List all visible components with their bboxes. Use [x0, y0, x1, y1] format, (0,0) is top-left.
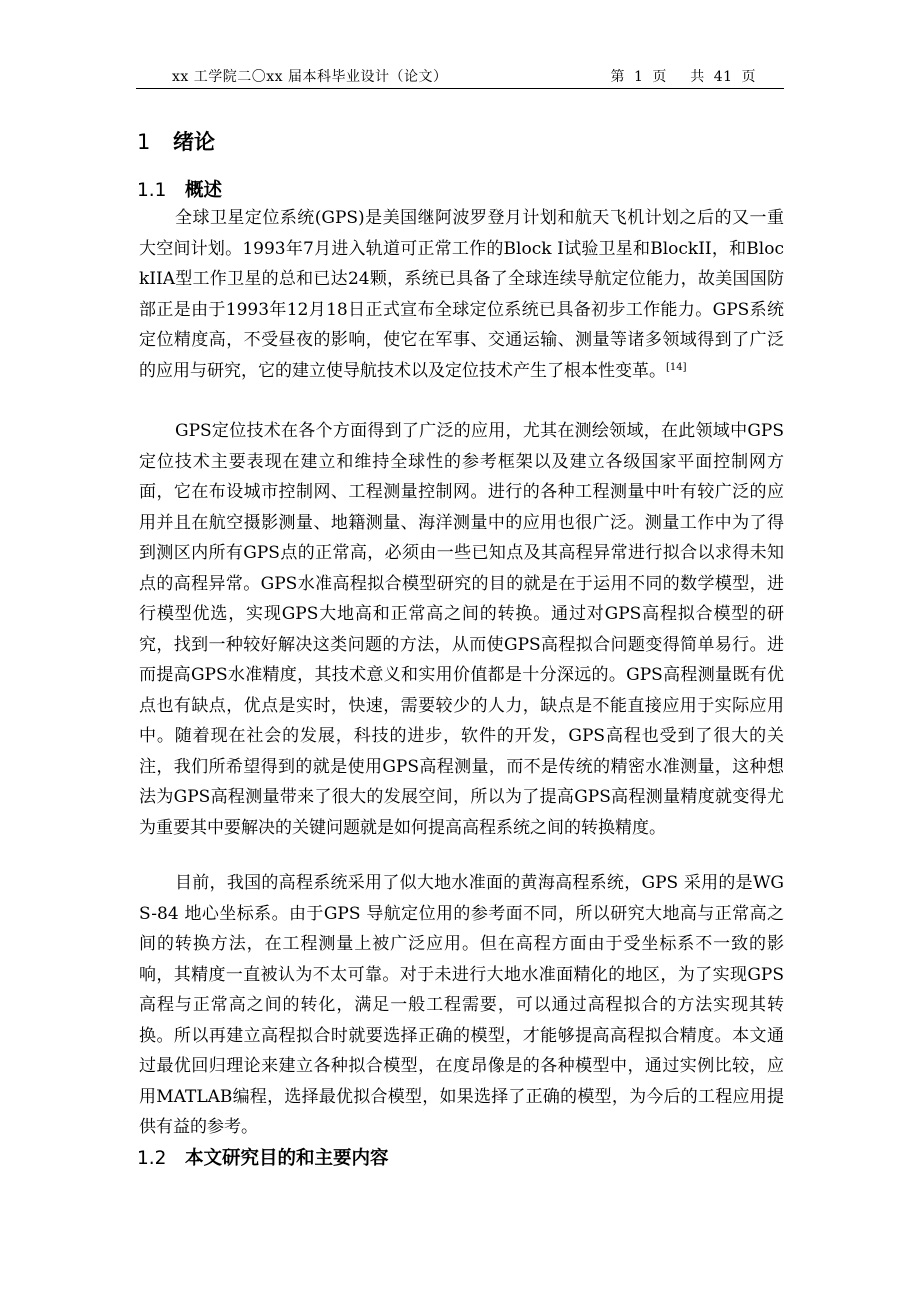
paragraph-2: [139, 416, 784, 843]
header-page-number: 第 1 页 共 41 页: [610, 69, 756, 85]
section-heading-1-1: [137, 176, 222, 202]
section-number: 1.2: [137, 1148, 167, 1169]
paragraph-3: [139, 868, 784, 1143]
header-divider: [136, 88, 784, 89]
chapter-number: 1: [137, 130, 151, 154]
section-heading-1-2: [137, 1144, 389, 1170]
section-number: 1.1: [137, 180, 167, 201]
page-header: [136, 66, 784, 88]
chapter-title: 绪论: [173, 130, 215, 154]
header-title: xx 工学院二〇xx 届本科毕业设计（论文）: [172, 69, 448, 85]
chapter-heading: [137, 126, 215, 156]
paragraph-1: [139, 203, 784, 386]
paragraph-text: 全球卫星定位系统(GPS)是美国继阿波罗登月计划和航天飞机计划之后的又一重大空间计划。1993年7月进入轨道可正常工作的Block I试验卫星和BlockII，和BlockIIA型工作卫星的总和已达24颗，系统已具备了全球连续导航定位能力，故美国国防部正是由于1993年12月18日正式宣布全球定位系统已具备初步工作能力。GPS系统定位精度高，不受昼夜的影响，使它在军事、交通运输、测量等诸多领域得到了广泛的应用与研究，它的建立使导航技术以及定位技术产生了根本性变革。: [139, 208, 784, 381]
paragraph-text: GPS定位技术在各个方面得到了广泛的应用，尤其在测绘领域，在此领域中GPS定位技术主要表现在建立和维持全球性的参考框架以及建立各级国家平面控制网方面，它在布设城市控制网、工程测量控制网。进行的各种工程测量中叶有较广泛的应用并且在航空摄影测量、地籍测量、海洋测量中的应用也很广泛。测量工作中为了得到测区内所有GPS点的正常高，必须由一些已知点及其高程异常进行拟合以求得未知点的高程异常。GPS水准高程拟合模型研究的目的就是在于运用不同的数学模型，进行模型优选，实现GPS大地高和正常高之间的转换。通过对GPS高程拟合模型的研究，找到一种较好解决这类问题的方法，从而使GPS高程拟合问题变得简单易行。进而提高GPS水准精度，其技术意义和实用价值都是十分深远的。GPS高程测量既有优点也有缺点，优点是实时，快速，需要较少的人力，缺点是不能直接应用于实际应用中。随着现在社会的发展，科技的进步，软件的开发，GPS高程也受到了很大的关注，我们所希望得到的就是使用GPS高程测量，而不是传统的精密水准测量，这种想法为GPS高程测量带来了很大的发展空间，所以为了提高GPS高程测量精度就变得尤为重要其中要解决的关键问题就是如何提高高程系统之间的转换精度。: [139, 421, 784, 838]
paragraph-text: 目前，我国的高程系统采用了似大地水准面的黄海高程系统，GPS 采用的是WGS-84 地心坐标系。由于GPS 导航定位用的参考面不同，所以研究大地高与正常高之间的转换方法，在工程测量上被广泛应用。但在高程方面由于受坐标系不一致的影响，其精度一直被认为不太可靠。对于未进行大地水准面精化的地区，为了实现GPS 高程与正常高之间的转化，满足一般工程需要，可以通过高程拟合的方法实现其转换。所以再建立高程拟合时就要选择正确的模型，才能够提高高程拟合精度。本文通过最优回归理论来建立各种拟合模型，在度昂像是的各种模型中，通过实例比较，应用MATLAB编程，选择最优拟合模型，如果选择了正确的模型，为今后的工程应用提供有益的参考。: [139, 873, 784, 1137]
citation-ref: [14]: [666, 361, 687, 373]
section-title: 概述: [185, 180, 223, 201]
section-title: 本文研究目的和主要内容: [185, 1148, 389, 1169]
